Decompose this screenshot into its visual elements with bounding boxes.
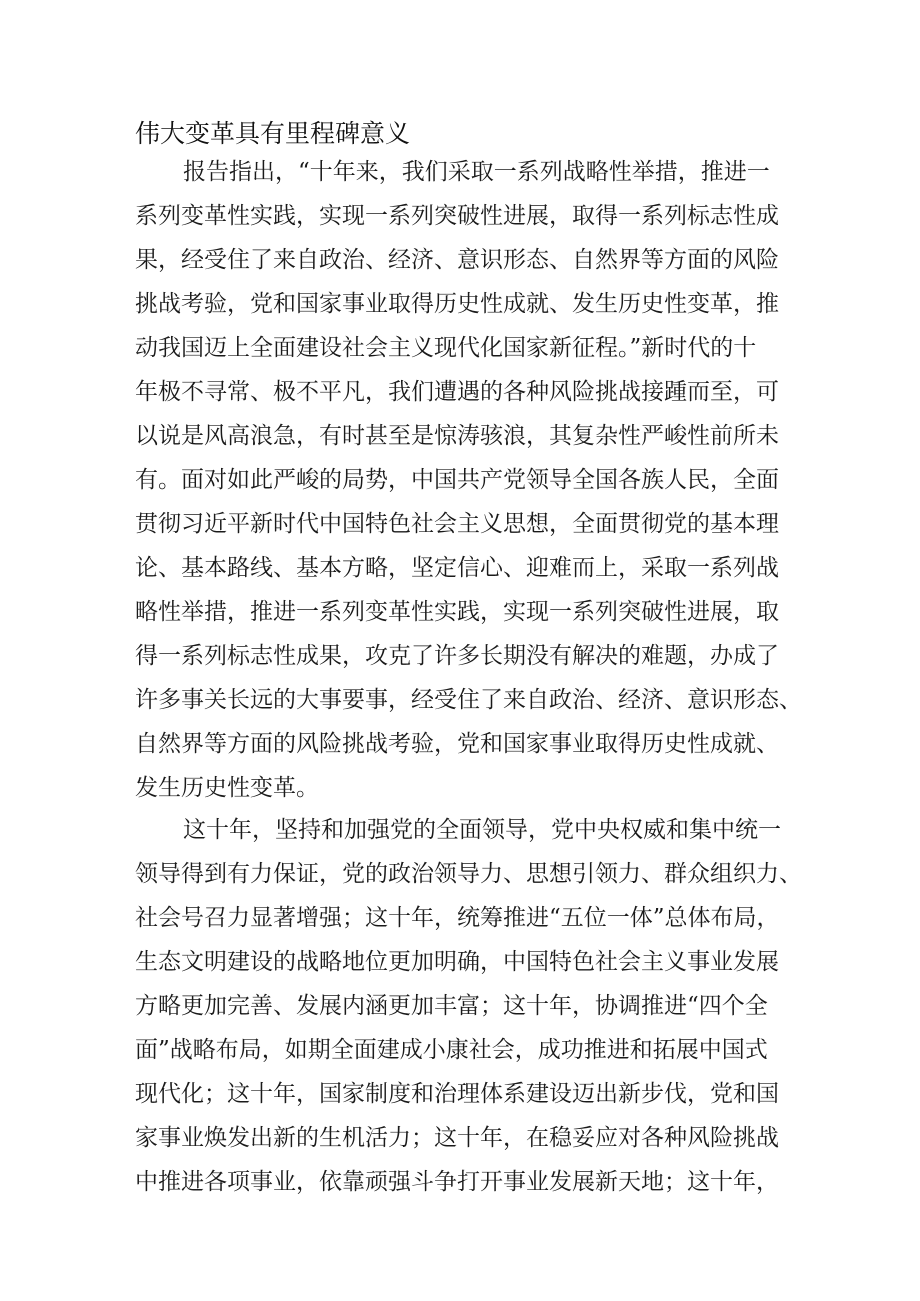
paragraph-line: 社会号召力显著增强；这十年，统筹推进“五位一体”总体布局， xyxy=(135,905,780,931)
paragraph-2 xyxy=(135,808,802,1204)
paragraph-line: 系列变革性实践，实现一系列突破性进展，取得一系列标志性成 xyxy=(135,203,779,229)
paragraph-line: 家事业焕发出新的生机活力；这十年，在稳妥应对各种风险挑战 xyxy=(135,1125,779,1151)
paragraph-line: 年极不寻常、极不平凡，我们遭遇的各种风险挑战接踵而至，可 xyxy=(135,379,779,405)
paragraph-line: 果，经受住了来自政治、经济、意识形态、自然界等方面的风险 xyxy=(135,247,779,273)
paragraph-line: 贯彻习近平新时代中国特色社会主义思想，全面贯彻党的基本理 xyxy=(135,511,779,537)
paragraph-line: 略性举措，推进一系列变革性实践，实现一系列突破性进展，取 xyxy=(135,599,779,625)
paragraph-line: 面”战略布局，如期全面建成小康社会，成功推进和拓展中国式 xyxy=(135,1037,768,1063)
paragraph-line: 许多事关长远的大事要事，经受住了来自政治、经济、意识形态、 xyxy=(135,687,802,713)
paragraph-line: 有。面对如此严峻的局势，中国共产党领导全国各族人民，全面 xyxy=(135,467,779,493)
paragraph-line: 现代化；这十年，国家制度和治理体系建设迈出新步伐，党和国 xyxy=(135,1081,779,1107)
paragraph-line: 生态文明建设的战略地位更加明确，中国特色社会主义事业发展 xyxy=(135,949,779,975)
paragraph-line: 报告指出，“十年来，我们采取一系列战略性举措，推进一 xyxy=(183,159,770,185)
paragraph-line: 这十年，坚持和加强党的全面领导，党中央权威和集中统一 xyxy=(183,817,781,843)
paragraph-line: 领导得到有力保证，党的政治领导力、思想引领力、群众组织力、 xyxy=(135,861,802,887)
paragraph-1 xyxy=(135,150,802,810)
paragraph-line: 动我国迈上全面建设社会主义现代化国家新征程。”新时代的十 xyxy=(135,335,757,361)
paragraph-line: 自然界等方面的风险挑战考验，党和国家事业取得历史性成就、 xyxy=(135,731,779,757)
section-title: 伟大变革具有里程碑意义 xyxy=(135,119,411,148)
paragraph-line: 发生历史性变革。 xyxy=(135,775,319,801)
paragraph-line: 以说是风高浪急，有时甚至是惊涛骇浪，其复杂性严峻性前所未 xyxy=(135,423,779,449)
paragraph-line: 得一系列标志性成果，攻克了许多长期没有解决的难题，办成了 xyxy=(135,643,779,669)
paragraph-line: 方略更加完善、发展内涵更加丰富；这十年，协调推进“四个全 xyxy=(135,993,768,1019)
paragraph-line: 挑战考验，党和国家事业取得历史性成就、发生历史性变革，推 xyxy=(135,291,779,317)
paragraph-line: 论、基本路线、基本方略，坚定信心、迎难而上，采取一系列战 xyxy=(135,555,779,581)
paragraph-line: 中推进各项事业，依靠顽强斗争打开事业发展新天地；这十年， xyxy=(135,1169,779,1195)
